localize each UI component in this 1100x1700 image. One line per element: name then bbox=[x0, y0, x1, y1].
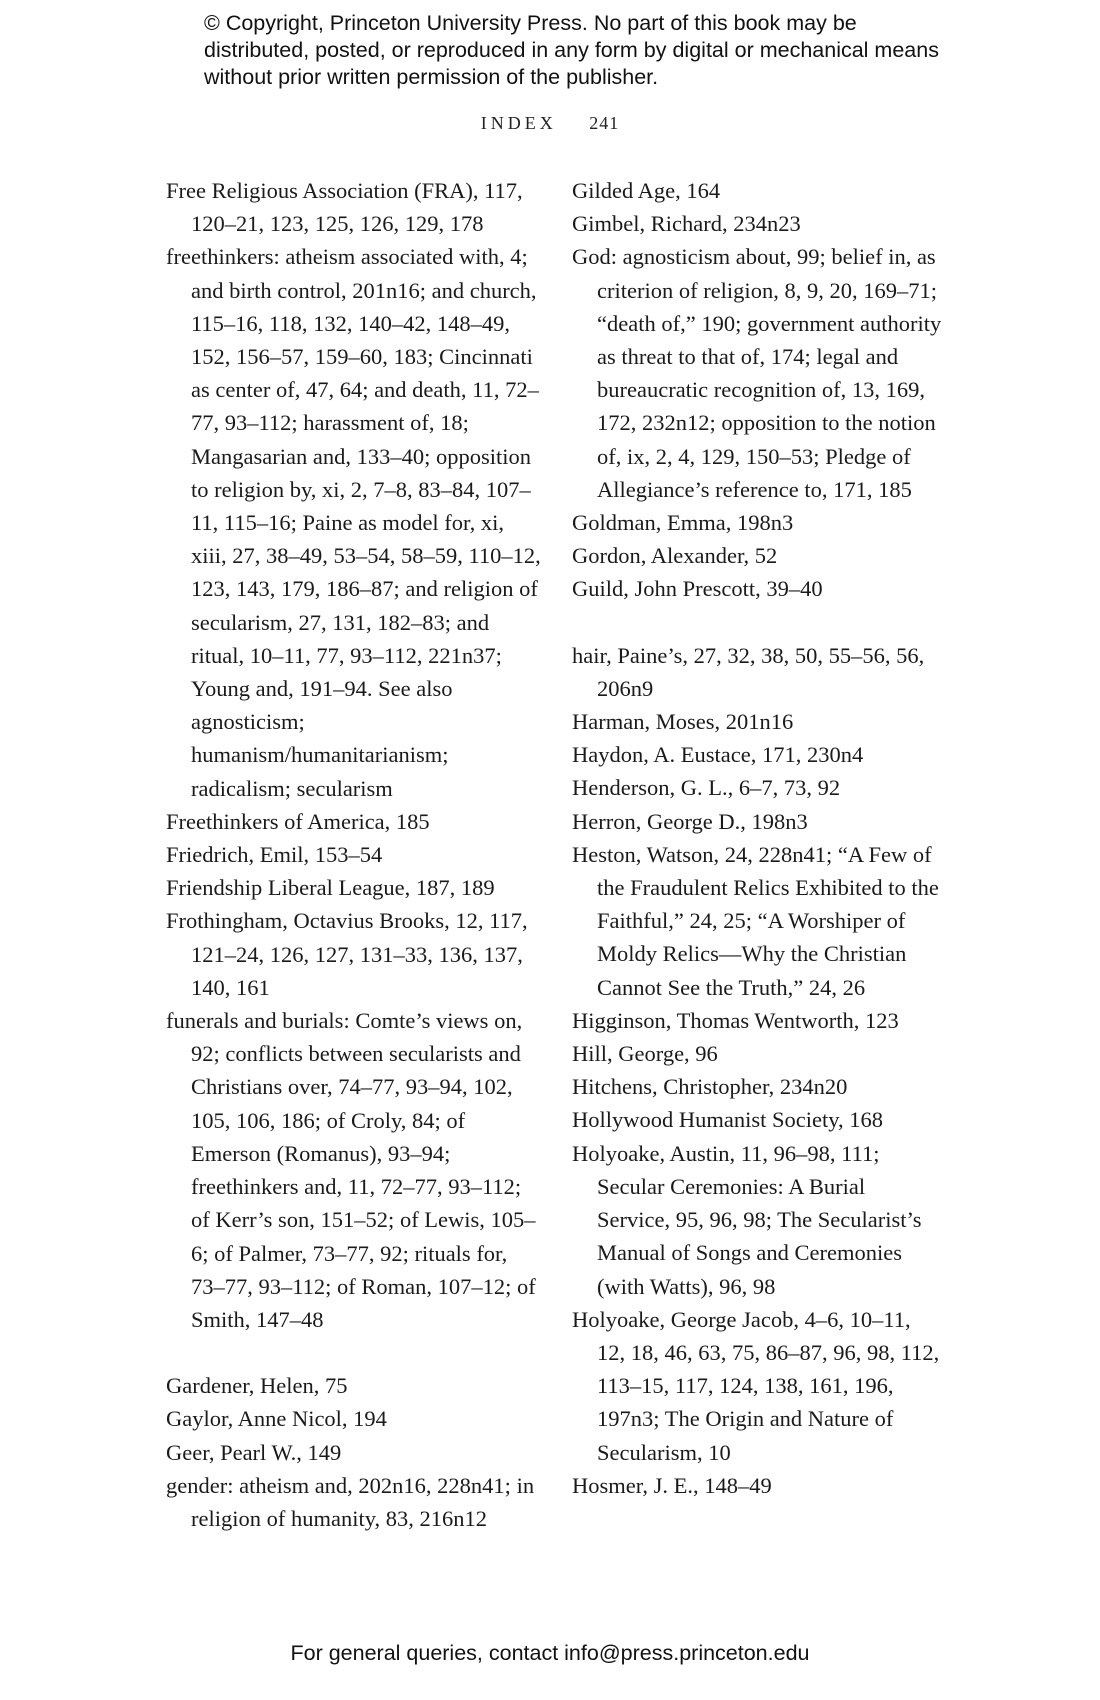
index-entry: Friendship Liberal League, 187, 189 bbox=[166, 875, 495, 901]
index-entry: Gordon, Alexander, 52 bbox=[572, 543, 778, 569]
copyright-notice: © Copyright, Princeton University Press. No part of this book may be distributed, posted, or reproduced in any form by digital or mechanical means without prior written permission of the publisher. bbox=[204, 11, 939, 89]
index-entry: hair, Paine’s, 27, 32, 38, 50, 55–56, 56, 206n9 bbox=[572, 642, 925, 701]
index-entry: Guild, John Prescott, 39–40 bbox=[572, 576, 823, 602]
index-entry: Friedrich, Emil, 153–54 bbox=[166, 842, 383, 868]
index-entry: Free Religious Association (FRA), 117, 120–21, 123, 125, 126, 129, 178 bbox=[166, 178, 523, 237]
index-entry: Heston, Watson, 24, 228n41; “A Few of the Fraudulent Relics Exhibited to the Faithful,” 24, 25; “A Worshiper of Moldy Relics—Why the Christian Cannot See the Truth,” 24, 26 bbox=[572, 841, 939, 1000]
index-entry: Haydon, A. Eustace, 171, 230n4 bbox=[572, 742, 864, 768]
index-entry: Hitchens, Christopher, 234n20 bbox=[572, 1074, 848, 1100]
running-header bbox=[0, 113, 1100, 134]
index-entry: Higginson, Thomas Wentworth, 123 bbox=[572, 1007, 899, 1033]
index-entry: Hollywood Humanist Society, 168 bbox=[572, 1107, 884, 1133]
letter-section-gap bbox=[166, 1336, 541, 1369]
index-entry: Holyoake, Austin, 11, 96–98, 111; Secular Ceremonies: A Burial Service, 95, 96, 98; The Secularist’s Manual of Songs and Ceremonies (with Watts), 96, 98 bbox=[572, 1140, 922, 1299]
index-entry: Goldman, Emma, 198n3 bbox=[572, 510, 794, 536]
index-entry: Herron, George D., 198n3 bbox=[572, 808, 808, 834]
index-entry: Freethinkers of America, 185 bbox=[166, 808, 430, 834]
running-header-title: INDEX bbox=[480, 113, 557, 133]
index-entry: Harman, Moses, 201n16 bbox=[572, 709, 794, 735]
index-entry: Hosmer, J. E., 148–49 bbox=[572, 1472, 772, 1498]
index-column-left bbox=[166, 174, 541, 1535]
letter-section-gap bbox=[572, 606, 942, 639]
index-entry: Gimbel, Richard, 234n23 bbox=[572, 211, 801, 237]
index-entry: Henderson, G. L., 6–7, 73, 92 bbox=[572, 775, 841, 801]
index-entry: Geer, Pearl W., 149 bbox=[166, 1439, 342, 1465]
index-entry: Holyoake, George Jacob, 4–6, 10–11, 12, 18, 46, 63, 75, 86–87, 96, 98, 112, 113–15, 117, 124, 138, 161, 196, 197n3; The Origin and Nature of Secularism, 10 bbox=[572, 1306, 940, 1465]
index-entry: funerals and burials: Comte’s views on, 92; conflicts between secularists and Christians over, 74–77, 93–94, 102, 105, 106, 186; of Croly, 84; of Emerson (Romanus), 93–94; freethinkers and, 11, 72–77, 93–112; of Kerr’s son, 151–52; of Lewis, 105–6; of Palmer, 73–77, 92; rituals for, 73–77, 93–112; of Roman, 107–12; of Smith, 147–48 bbox=[166, 1008, 536, 1332]
index-entry: freethinkers: atheism associated with, 4; and birth control, 201n16; and church, 115–16, 118, 132, 140–42, 148–49, 152, 156–57, 159–60, 183; Cincinnati as center of, 47, 64; and death, 11, 72–77, 93–112; harassment of, 18; Mangasarian and, 133–40; opposition to religion by, xi, 2, 7–8, 83–84, 107–11, 115–16; Paine as model for, xi, xiii, 27, 38–49, 53–54, 58–59, 110–12, 123, 143, 179, 186–87; and religion of secularism, 27, 131, 182–83; and ritual, 10–11, 77, 93–112, 221n37; Young and, 191–94. See also agnosticism; humanism/humanitarianism; radicalism; secularism bbox=[166, 244, 541, 801]
index-column-right bbox=[572, 174, 942, 1502]
index-entry: Gardener, Helen, 75 bbox=[166, 1373, 348, 1399]
index-entry: Frothingham, Octavius Brooks, 12, 117, 121–24, 126, 127, 131–33, 136, 137, 140, 161 bbox=[166, 908, 528, 1000]
index-entry: God: agnosticism about, 99; belief in, as criterion of religion, 8, 9, 20, 169–71; “death of,” 190; government authority as threat to that of, 174; legal and bureaucratic recognition of, 13, 169, 172, 232n12; opposition to the notion of, ix, 2, 4, 129, 150–53; Pledge of Allegiance’s reference to, 171, 185 bbox=[572, 244, 942, 502]
index-entry: Gilded Age, 164 bbox=[572, 178, 721, 203]
index-entry: gender: atheism and, 202n16, 228n41; in religion of humanity, 83, 216n12 bbox=[166, 1472, 535, 1531]
page-number: 241 bbox=[589, 113, 620, 133]
index-entry: Gaylor, Anne Nicol, 194 bbox=[166, 1406, 387, 1432]
contact-footer: For general queries, contact info@press.princeton.edu bbox=[290, 1641, 810, 1665]
index-entry: Hill, George, 96 bbox=[572, 1041, 718, 1067]
